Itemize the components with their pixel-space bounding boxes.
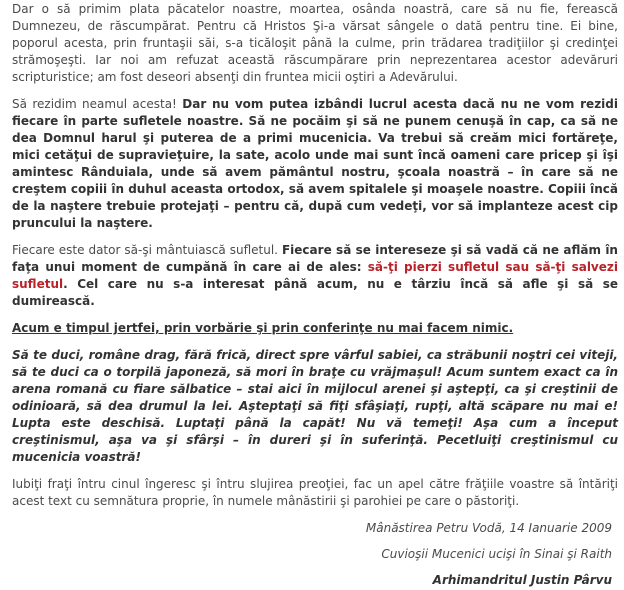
paragraph-3-bold-a: Fiecare să se intereseze şi să vadă că ne aflăm în faţa unui moment de cumpănă în care ai de ales:: [12, 243, 618, 274]
signature-feast: Cuvioşii Mucenici ucişi în Sinai şi Raith: [381, 547, 612, 561]
paragraph-1: Dar o să primim plata păcatelor noastre, moartea, osânda noastră, care să nu fie, ferească Dumnezeu, de răscumpărat. Pentru că Hristos Şi-a vărsat sângele o dată pentru tine. Ei bine, poporul acesta, prin fruntaşii săi, s-a ticăloşit până la culme, prin trădarea tradiţiilor şi credinţei strămoşeşti. Iar noi am refuzat această răscumpărare prin neprezentarea acestor adevăruri scripturistice; am fost deseori absenţi din fruntea micii oştiri a Adevărului.: [12, 2, 618, 84]
underlined-statement: Acum e timpul jertfei, prin vorbărie şi prin conferinţe nu mai facem nimic.: [12, 321, 514, 335]
paragraph-2-bold: Dar nu vom putea izbândi lucrul acesta dacă nu ne vom rezidi fiecare în parte sufletele noastre. Să ne pocăim şi să ne punem cenuşă în cap, ca să ne dea Domnul harul şi puterea de a primi mucenicia. Va trebui să creăm mici fortăreţe, mici cetăţui de supravieţuire, la sate, acolo unde mai sunt încă oameni care pricep şi îşi amintesc Rânduiala, unde să avem pământul nostru, şcoala noastră – în care să ne creştem copiii în duhul aceasta ortodox, să avem spitalele şi moaşele noastre. Copiii încă de la naştere trebuie protejaţi – pentru că, după cum vedeţi, vor să implanteze acest cip pruncului la naştere.: [12, 97, 618, 230]
paragraph-5: Să te duci, române drag, fără frică, direct spre vârful sabiei, ca străbunii noştri cei viteji, să te duci ca o torpilă japoneză, să mori în braţe cu vrăjmaşul! Acum suntem exact ca în arena romană cu fiare sălbatice – stai aici în mijlocul arenei şi aştepţi, ca şi creştinii de odinioară, să dea drumul la lei. Aşteptaţi să fiţi sfâşiaţi, rupţi, altă scăpare nu mai e! Lupta este deschisă. Luptaţi până la capăt! Nu vă temeţi! Aşa cum a început creştinismul, aşa va şi sfârşi – în dureri şi în suferinţă. Pecetluiţi creştinismul cu mucenicia voastră!: [12, 348, 618, 464]
paragraph-2-intro: Să rezidim neamul acesta!: [12, 97, 183, 111]
paragraph-2: [12, 96, 618, 232]
paragraph-3: [12, 242, 618, 310]
paragraph-3-intro: Fiecare este dator să-şi mântuiască sufletul.: [12, 243, 282, 257]
paragraph-4: [12, 320, 618, 337]
paragraph-3-bold-b: . Cel care nu s-a interesat până acum, nu e târziu încă să afle şi să se dumirească.: [12, 277, 618, 308]
paragraph-3-highlight: să-ţi pierzi sufletul sau să-ţi salvezi sufletul: [12, 260, 618, 291]
paragraph-6: Iubiţi fraţi întru cinul îngeresc şi întru slujirea preoţiei, fac un apel către frăţiile voastre să întăriţi acest text cu semnătura proprie, în numele mânăstirii şi parohiei pe care o păstoriţi.: [12, 477, 618, 508]
article-body: [0, 1, 624, 589]
signature-place-date: Mânăstirea Petru Vodă, 14 Ianuarie 2009: [365, 521, 612, 535]
signature-name: Arhimandritul Justin Pârvu: [432, 573, 612, 587]
